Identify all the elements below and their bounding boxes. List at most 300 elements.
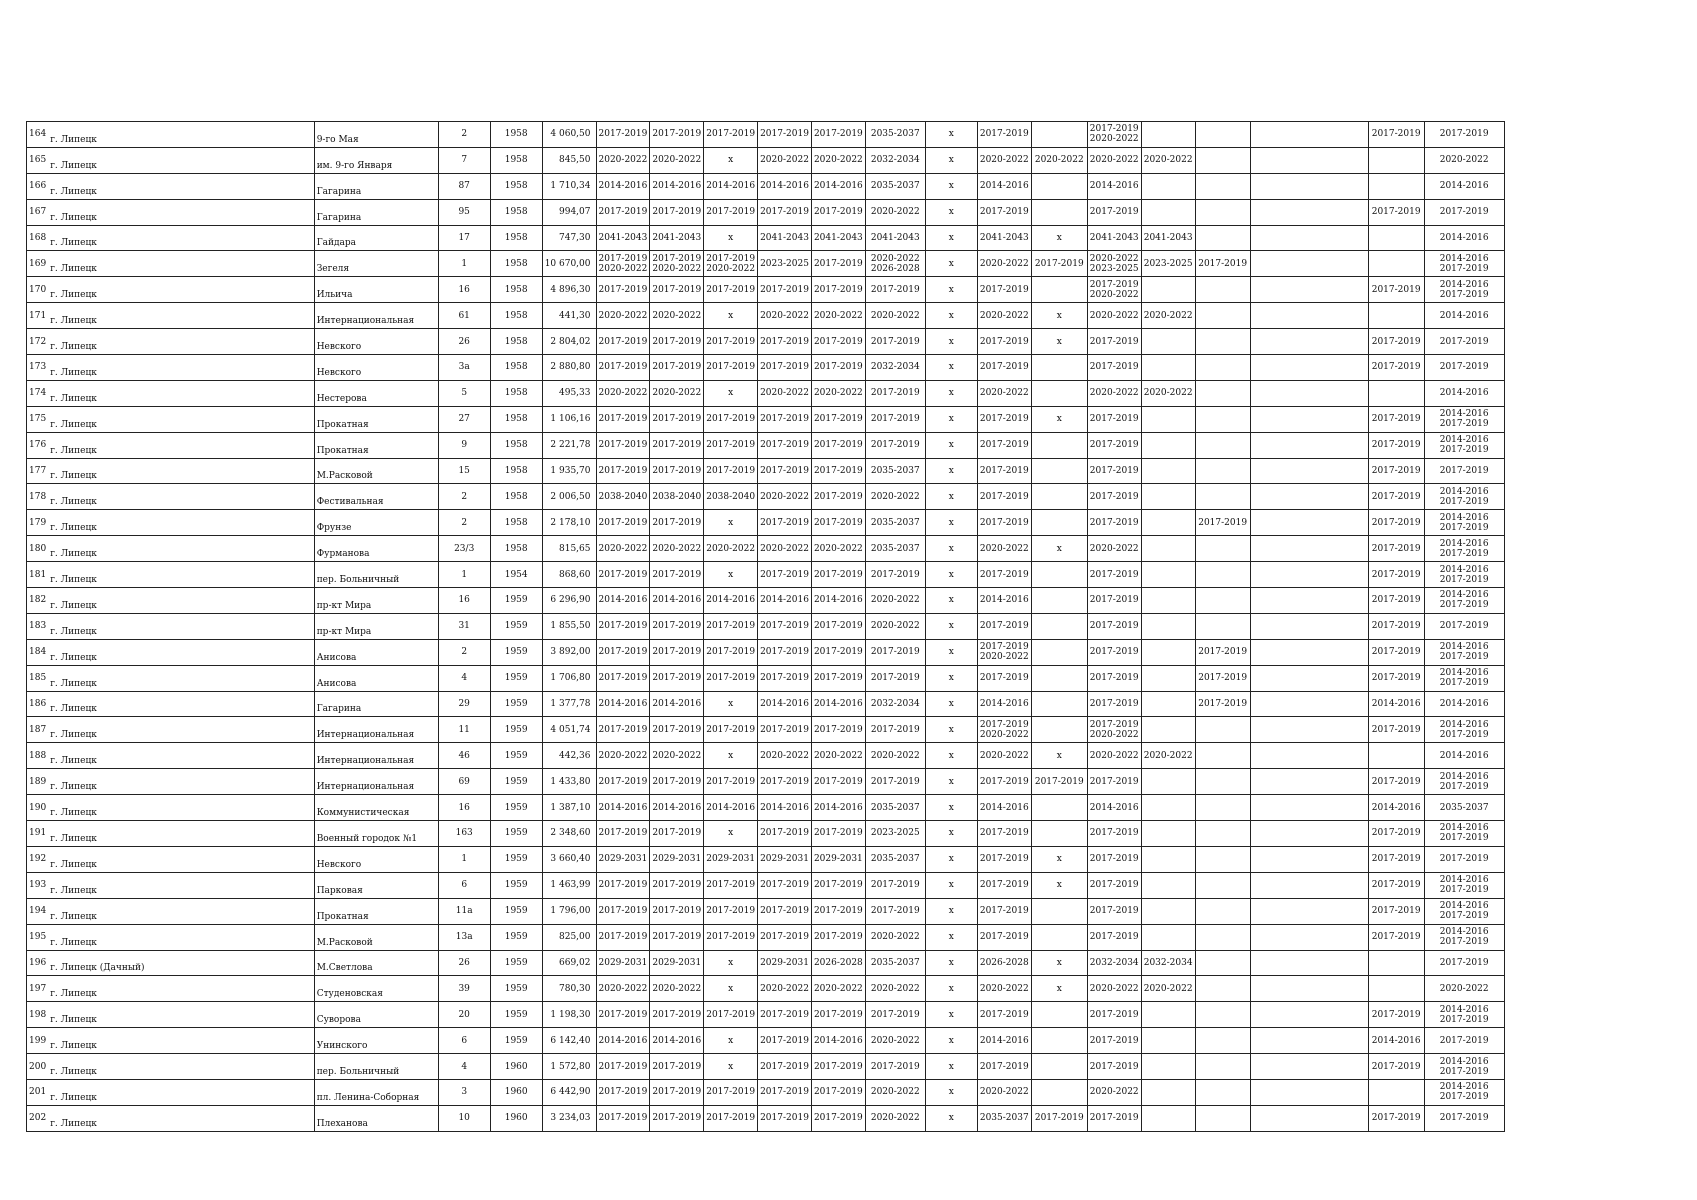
- house-number-cell: 3: [438, 1079, 490, 1105]
- build-year-cell: 1959: [490, 976, 542, 1002]
- schedule-cell: 2017-2019: [865, 639, 925, 665]
- table-row: [27, 872, 1505, 898]
- schedule-cell: 2026-2028: [811, 950, 865, 976]
- schedule-cell: х: [925, 665, 977, 691]
- schedule-cell: [1306, 173, 1368, 199]
- schedule-cell: [1368, 380, 1424, 406]
- schedule-cell: [1368, 1079, 1424, 1105]
- schedule-cell: 2014-2016: [1368, 1028, 1424, 1054]
- schedule-cell: [1250, 613, 1306, 639]
- schedule-cell: [1250, 329, 1306, 355]
- schedule-cell: 2017-2019: [596, 562, 650, 588]
- schedule-cell: х: [1031, 536, 1087, 562]
- build-year-cell: 1959: [490, 588, 542, 614]
- schedule-cell: [1141, 1105, 1195, 1131]
- schedule-cell: 2020-2022: [977, 147, 1031, 173]
- schedule-cell: 2017-2019: [977, 562, 1031, 588]
- row-number: 197: [27, 976, 49, 1002]
- schedule-cell: [1306, 1002, 1368, 1028]
- house-number-cell: 9: [438, 432, 490, 458]
- table-row: [27, 588, 1505, 614]
- street-cell: 9-го Мая: [314, 122, 438, 148]
- city-cell: г. Липецк: [48, 147, 314, 173]
- schedule-cell: [1368, 173, 1424, 199]
- schedule-cell: 2017-2019: [1087, 510, 1141, 536]
- schedule-cell: 2017-2019: [865, 380, 925, 406]
- schedule-cell: 2023-2025: [865, 821, 925, 847]
- schedule-cell: 2017-2019: [977, 277, 1031, 303]
- schedule-cell: [1195, 1054, 1250, 1080]
- street-cell: Нестерова: [314, 380, 438, 406]
- table-row: [27, 225, 1505, 251]
- schedule-cell: 2017-2019: [865, 1002, 925, 1028]
- schedule-cell: 2017-2019: [811, 639, 865, 665]
- schedule-cell: [1195, 173, 1250, 199]
- schedule-cell: 2017-2019: [1031, 251, 1087, 277]
- street-cell: Фрунзе: [314, 510, 438, 536]
- schedule-cell: 2017-2019: [1087, 898, 1141, 924]
- build-year-cell: 1958: [490, 380, 542, 406]
- build-year-cell: 1959: [490, 1028, 542, 1054]
- schedule-cell: 2014-2016: [704, 588, 758, 614]
- area-cell: 442,36: [542, 743, 596, 769]
- schedule-cell: 2017-2019: [1368, 1054, 1424, 1080]
- schedule-cell: 2017-2019: [758, 1079, 812, 1105]
- schedule-cell: 2020-2022: [1141, 976, 1195, 1002]
- schedule-cell: 2017-2019: [758, 898, 812, 924]
- build-year-cell: 1958: [490, 225, 542, 251]
- schedule-cell: 2017-2019: [704, 769, 758, 795]
- schedule-cell: 2020-2022: [1087, 743, 1141, 769]
- house-number-cell: 13а: [438, 924, 490, 950]
- house-number-cell: 20: [438, 1002, 490, 1028]
- schedule-cell: х: [925, 950, 977, 976]
- schedule-cell: 2014-2016: [1424, 225, 1504, 251]
- schedule-cell: 2017-2019: [596, 510, 650, 536]
- street-cell: Невского: [314, 329, 438, 355]
- schedule-cell: х: [925, 380, 977, 406]
- schedule-cell: 2017-2019: [865, 406, 925, 432]
- build-year-cell: 1959: [490, 639, 542, 665]
- table-row: [27, 1105, 1505, 1131]
- schedule-cell: [1031, 380, 1087, 406]
- schedule-cell: 2035-2037: [865, 950, 925, 976]
- schedule-cell: [1250, 717, 1306, 743]
- schedule-cell: [1306, 846, 1368, 872]
- house-number-cell: 11: [438, 717, 490, 743]
- schedule-cell: 2014-2016: [977, 1028, 1031, 1054]
- schedule-cell: х: [1031, 303, 1087, 329]
- schedule-cell: [1250, 769, 1306, 795]
- city-cell: г. Липецк: [48, 1105, 314, 1131]
- table-row: [27, 1028, 1505, 1054]
- area-cell: 669,02: [542, 950, 596, 976]
- schedule-cell: 2017-2019: [596, 406, 650, 432]
- schedule-cell: 2017-2019: [977, 872, 1031, 898]
- schedule-cell: 2017-2019: [596, 613, 650, 639]
- schedule-cell: 2020-2022: [596, 147, 650, 173]
- schedule-cell: [1031, 717, 1087, 743]
- build-year-cell: 1960: [490, 1054, 542, 1080]
- schedule-cell: 2014-2016: [596, 691, 650, 717]
- schedule-cell: [1250, 639, 1306, 665]
- schedule-cell: 2014-2016: [650, 795, 704, 821]
- schedule-cell: х: [704, 303, 758, 329]
- schedule-cell: 2017-2019: [650, 277, 704, 303]
- schedule-cell: 2017-2019: [704, 924, 758, 950]
- schedule-cell: 2017-2019: [1087, 1105, 1141, 1131]
- area-cell: 2 178,10: [542, 510, 596, 536]
- build-year-cell: 1959: [490, 665, 542, 691]
- schedule-cell: 2017-2019: [596, 199, 650, 225]
- city-cell: г. Липецк: [48, 173, 314, 199]
- schedule-cell: 2014-2016: [596, 1028, 650, 1054]
- schedule-cell: 2017-2019: [650, 122, 704, 148]
- schedule-cell: х: [704, 380, 758, 406]
- schedule-cell: 2020-2022: [865, 613, 925, 639]
- schedule-cell: 2017-2019: [811, 562, 865, 588]
- schedule-cell: [1250, 225, 1306, 251]
- schedule-cell: [1195, 303, 1250, 329]
- schedule-cell: 2017-2019: [1368, 846, 1424, 872]
- schedule-cell: х: [704, 1054, 758, 1080]
- schedule-cell: 2014-2016: [1368, 795, 1424, 821]
- schedule-cell: 2017-2019: [865, 872, 925, 898]
- schedule-cell: 2017-2019: [596, 717, 650, 743]
- schedule-cell: 2017-2019: [977, 406, 1031, 432]
- schedule-cell: 2017-2019: [758, 665, 812, 691]
- row-number: 182: [27, 588, 49, 614]
- schedule-cell: 2017-2019: [811, 484, 865, 510]
- schedule-cell: х: [925, 432, 977, 458]
- street-cell: Интернациональная: [314, 743, 438, 769]
- row-number: 194: [27, 898, 49, 924]
- schedule-cell: х: [704, 510, 758, 536]
- schedule-cell: х: [925, 976, 977, 1002]
- schedule-cell: [1031, 355, 1087, 381]
- build-year-cell: 1958: [490, 251, 542, 277]
- table-row: [27, 536, 1505, 562]
- schedule-cell: [1306, 898, 1368, 924]
- street-cell: Студеновская: [314, 976, 438, 1002]
- build-year-cell: 1959: [490, 872, 542, 898]
- build-year-cell: 1958: [490, 173, 542, 199]
- city-cell: г. Липецк: [48, 976, 314, 1002]
- schedule-cell: х: [925, 406, 977, 432]
- schedule-cell: 2014-2016 2017-2019: [1424, 898, 1504, 924]
- row-number: 166: [27, 173, 49, 199]
- schedule-cell: [1306, 329, 1368, 355]
- schedule-cell: 2020-2022: [1141, 743, 1195, 769]
- schedule-cell: 2035-2037: [865, 122, 925, 148]
- schedule-cell: 2017-2019: [758, 432, 812, 458]
- schedule-cell: 2017-2019: [1087, 406, 1141, 432]
- area-cell: 1 796,00: [542, 898, 596, 924]
- area-cell: 1 710,34: [542, 173, 596, 199]
- house-number-cell: 26: [438, 950, 490, 976]
- schedule-cell: 2017-2019: [1087, 355, 1141, 381]
- schedule-cell: 2017-2019: [865, 717, 925, 743]
- schedule-cell: 2017-2019: [811, 329, 865, 355]
- schedule-cell: [1195, 743, 1250, 769]
- schedule-cell: 2038-2040: [704, 484, 758, 510]
- schedule-cell: 2017-2019: [704, 898, 758, 924]
- schedule-cell: [1306, 717, 1368, 743]
- schedule-cell: х: [925, 1054, 977, 1080]
- schedule-cell: х: [925, 277, 977, 303]
- table-row: [27, 769, 1505, 795]
- table-row: [27, 303, 1505, 329]
- schedule-cell: [1141, 484, 1195, 510]
- schedule-cell: 2014-2016 2017-2019: [1424, 1002, 1504, 1028]
- schedule-cell: [1141, 821, 1195, 847]
- row-number: 199: [27, 1028, 49, 1054]
- schedule-cell: 2017-2019: [1368, 821, 1424, 847]
- schedule-cell: 2017-2019: [758, 406, 812, 432]
- schedule-cell: 2017-2019: [977, 122, 1031, 148]
- schedule-cell: 2017-2019: [1031, 1105, 1087, 1131]
- city-cell: г. Липецк: [48, 924, 314, 950]
- schedule-cell: [1141, 846, 1195, 872]
- schedule-cell: 2014-2016 2017-2019: [1424, 277, 1504, 303]
- schedule-cell: 2041-2043: [596, 225, 650, 251]
- schedule-cell: 2017-2019: [811, 1079, 865, 1105]
- schedule-cell: х: [1031, 743, 1087, 769]
- schedule-cell: 2017-2019: [758, 613, 812, 639]
- schedule-cell: [1141, 924, 1195, 950]
- schedule-cell: 2017-2019: [758, 1002, 812, 1028]
- schedule-cell: 2017-2019: [1087, 458, 1141, 484]
- schedule-cell: 2032-2034: [865, 691, 925, 717]
- table-row: [27, 277, 1505, 303]
- schedule-cell: [1031, 277, 1087, 303]
- schedule-cell: 2017-2019: [811, 1105, 865, 1131]
- schedule-cell: 2017-2019: [650, 1054, 704, 1080]
- row-number: 176: [27, 432, 49, 458]
- schedule-cell: [1250, 251, 1306, 277]
- schedule-cell: 2029-2031: [596, 950, 650, 976]
- schedule-cell: [1195, 458, 1250, 484]
- schedule-cell: [1306, 536, 1368, 562]
- schedule-cell: 2020-2022: [650, 743, 704, 769]
- schedule-cell: х: [704, 821, 758, 847]
- schedule-cell: 2020-2022: [758, 147, 812, 173]
- schedule-cell: [1141, 1054, 1195, 1080]
- schedule-cell: [1250, 147, 1306, 173]
- schedule-cell: 2017-2019: [1087, 924, 1141, 950]
- schedule-cell: 2017-2019: [1087, 1054, 1141, 1080]
- table-row: [27, 510, 1505, 536]
- city-cell: г. Липецк: [48, 1079, 314, 1105]
- schedule-cell: 2020-2022: [977, 1079, 1031, 1105]
- schedule-cell: х: [925, 1028, 977, 1054]
- schedule-cell: 2017-2019: [865, 769, 925, 795]
- schedule-cell: х: [925, 536, 977, 562]
- schedule-cell: х: [925, 613, 977, 639]
- row-number: 167: [27, 199, 49, 225]
- street-cell: Невского: [314, 846, 438, 872]
- schedule-cell: 2017-2019: [811, 510, 865, 536]
- area-cell: 868,60: [542, 562, 596, 588]
- schedule-cell: [1250, 872, 1306, 898]
- schedule-cell: 2017-2019: [811, 821, 865, 847]
- city-cell: г. Липецк: [48, 225, 314, 251]
- schedule-cell: [1141, 173, 1195, 199]
- city-cell: г. Липецк: [48, 743, 314, 769]
- schedule-cell: х: [925, 355, 977, 381]
- row-number: 175: [27, 406, 49, 432]
- table-row: [27, 484, 1505, 510]
- schedule-cell: [1141, 122, 1195, 148]
- schedule-cell: 2023-2025: [758, 251, 812, 277]
- area-cell: 1 198,30: [542, 1002, 596, 1028]
- schedule-cell: 2020-2022: [1031, 147, 1087, 173]
- schedule-cell: 2017-2019: [1087, 432, 1141, 458]
- schedule-cell: [1306, 1079, 1368, 1105]
- schedule-cell: 2017-2019: [1368, 613, 1424, 639]
- row-number: 171: [27, 303, 49, 329]
- table-row: [27, 613, 1505, 639]
- table-row: [27, 639, 1505, 665]
- schedule-cell: 2017-2019: [1368, 122, 1424, 148]
- table-row: [27, 458, 1505, 484]
- schedule-cell: 2014-2016: [596, 795, 650, 821]
- schedule-cell: [1250, 406, 1306, 432]
- schedule-cell: 2017-2019: [596, 1105, 650, 1131]
- schedule-cell: 2017-2019: [1424, 1105, 1504, 1131]
- row-number: 195: [27, 924, 49, 950]
- schedule-cell: х: [925, 743, 977, 769]
- table-row: [27, 251, 1505, 277]
- schedule-cell: 2014-2016 2017-2019: [1424, 1079, 1504, 1105]
- housing-repair-schedule-table: [26, 121, 1505, 1132]
- row-number: 170: [27, 277, 49, 303]
- schedule-cell: 2017-2019: [596, 665, 650, 691]
- schedule-cell: 2017-2019: [704, 406, 758, 432]
- schedule-cell: 2020-2022 2023-2025: [1087, 251, 1141, 277]
- schedule-cell: 2020-2022: [865, 976, 925, 1002]
- house-number-cell: 6: [438, 872, 490, 898]
- schedule-cell: 2020-2022: [865, 743, 925, 769]
- schedule-cell: 2020-2022: [650, 147, 704, 173]
- schedule-cell: 2014-2016: [596, 173, 650, 199]
- table-row: [27, 173, 1505, 199]
- schedule-cell: 2017-2019: [811, 355, 865, 381]
- schedule-cell: [1368, 251, 1424, 277]
- schedule-cell: 2017-2019: [1424, 846, 1504, 872]
- schedule-cell: 2020-2022: [1141, 303, 1195, 329]
- street-cell: Суворова: [314, 1002, 438, 1028]
- table-row: [27, 924, 1505, 950]
- build-year-cell: 1959: [490, 717, 542, 743]
- schedule-cell: [1250, 976, 1306, 1002]
- row-number: 183: [27, 613, 49, 639]
- schedule-cell: х: [704, 950, 758, 976]
- row-number: 190: [27, 795, 49, 821]
- schedule-cell: 2029-2031: [596, 846, 650, 872]
- schedule-cell: 2014-2016: [1087, 173, 1141, 199]
- table-row: [27, 743, 1505, 769]
- schedule-cell: х: [704, 1028, 758, 1054]
- schedule-cell: 2020-2022: [704, 536, 758, 562]
- schedule-cell: [1031, 639, 1087, 665]
- street-cell: Прокатная: [314, 406, 438, 432]
- schedule-cell: 2017-2019: [1424, 1028, 1504, 1054]
- table-row: [27, 950, 1505, 976]
- schedule-cell: [1031, 122, 1087, 148]
- schedule-cell: 2029-2031: [650, 846, 704, 872]
- schedule-cell: [1031, 898, 1087, 924]
- schedule-cell: [1368, 950, 1424, 976]
- city-cell: г. Липецк: [48, 639, 314, 665]
- schedule-cell: 2014-2016: [650, 691, 704, 717]
- area-cell: 1 377,78: [542, 691, 596, 717]
- schedule-cell: [1031, 1054, 1087, 1080]
- build-year-cell: 1958: [490, 510, 542, 536]
- house-number-cell: 29: [438, 691, 490, 717]
- house-number-cell: 31: [438, 613, 490, 639]
- schedule-cell: [1195, 406, 1250, 432]
- schedule-cell: 2017-2019: [1087, 588, 1141, 614]
- schedule-cell: х: [925, 1105, 977, 1131]
- street-cell: Зегеля: [314, 251, 438, 277]
- area-cell: 1 387,10: [542, 795, 596, 821]
- schedule-cell: 2020-2022: [865, 303, 925, 329]
- schedule-cell: 2017-2019: [704, 1105, 758, 1131]
- schedule-cell: [1141, 329, 1195, 355]
- schedule-cell: х: [925, 484, 977, 510]
- schedule-cell: 2017-2019: [704, 277, 758, 303]
- house-number-cell: 2: [438, 484, 490, 510]
- schedule-cell: 2017-2019: [704, 432, 758, 458]
- row-number: 174: [27, 380, 49, 406]
- schedule-cell: 2017-2019: [704, 639, 758, 665]
- schedule-cell: 2032-2034: [865, 147, 925, 173]
- schedule-cell: 2020-2022: [1087, 536, 1141, 562]
- schedule-cell: [1306, 950, 1368, 976]
- schedule-cell: 2017-2019: [1087, 769, 1141, 795]
- schedule-cell: [1195, 795, 1250, 821]
- row-number: 189: [27, 769, 49, 795]
- schedule-cell: [1195, 976, 1250, 1002]
- street-cell: Гагарина: [314, 691, 438, 717]
- schedule-cell: [1195, 199, 1250, 225]
- street-cell: Парковая: [314, 872, 438, 898]
- house-number-cell: 1: [438, 562, 490, 588]
- street-cell: Анисова: [314, 639, 438, 665]
- schedule-cell: 2014-2016 2017-2019: [1424, 588, 1504, 614]
- house-number-cell: 16: [438, 795, 490, 821]
- city-cell: г. Липецк: [48, 251, 314, 277]
- schedule-cell: 2017-2019: [758, 562, 812, 588]
- schedule-cell: [1306, 510, 1368, 536]
- schedule-cell: 2029-2031: [704, 846, 758, 872]
- schedule-cell: 2014-2016 2017-2019: [1424, 406, 1504, 432]
- schedule-cell: 2020-2022: [977, 303, 1031, 329]
- schedule-cell: х: [925, 199, 977, 225]
- schedule-cell: х: [1031, 329, 1087, 355]
- area-cell: 10 670,00: [542, 251, 596, 277]
- schedule-cell: 2017-2019: [977, 924, 1031, 950]
- schedule-cell: 2032-2034: [1141, 950, 1195, 976]
- schedule-cell: 2017-2019: [865, 1054, 925, 1080]
- schedule-cell: 2017-2019: [758, 199, 812, 225]
- house-number-cell: 95: [438, 199, 490, 225]
- schedule-cell: 2017-2019 2020-2022: [650, 251, 704, 277]
- house-number-cell: 4: [438, 1054, 490, 1080]
- street-cell: пл. Ленина-Соборная: [314, 1079, 438, 1105]
- schedule-cell: 2020-2022: [865, 1079, 925, 1105]
